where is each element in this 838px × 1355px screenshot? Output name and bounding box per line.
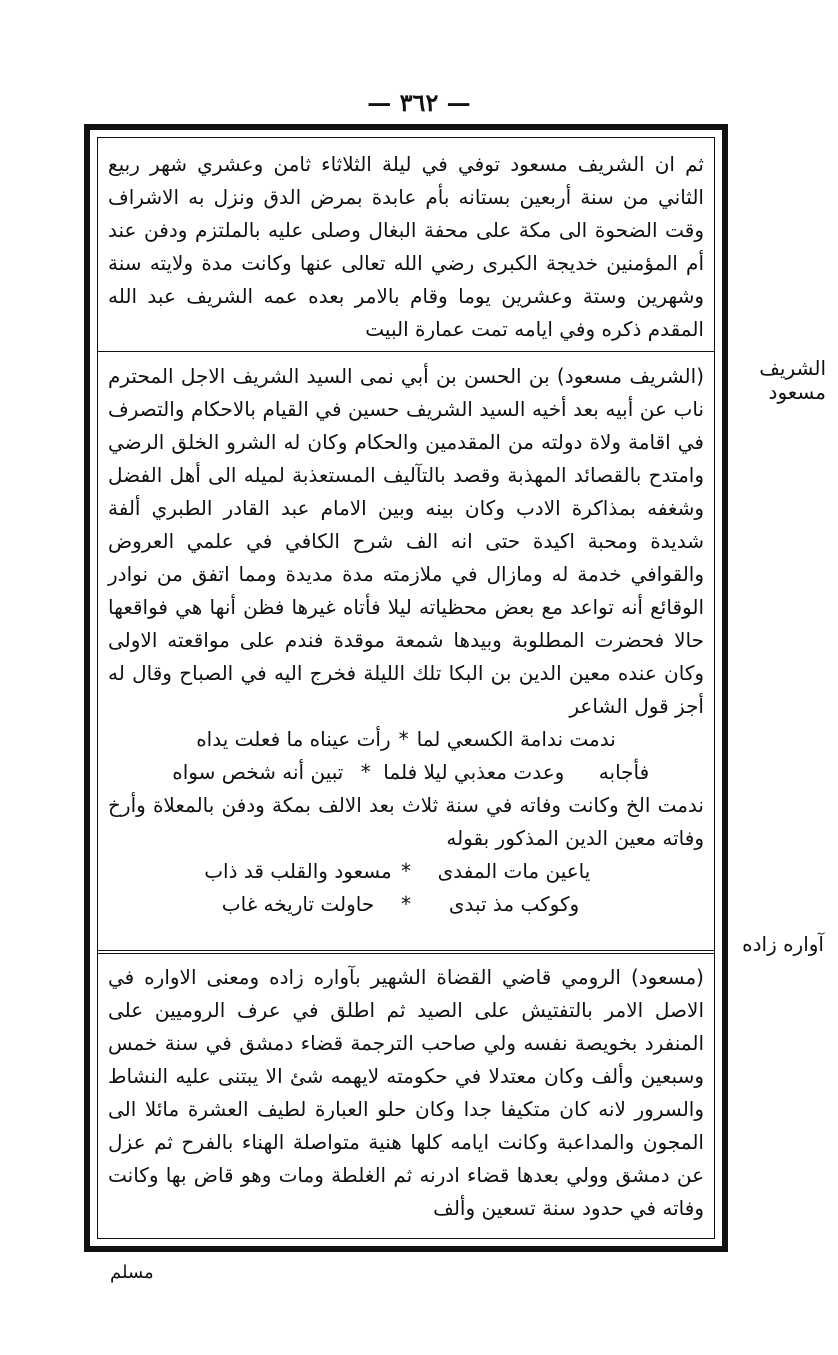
section-entry-awarazadeh (98, 961, 714, 1225)
section-divider (98, 351, 714, 352)
page-frame-inner (97, 137, 715, 1239)
verse-4 (108, 888, 704, 921)
verse-1 (108, 723, 704, 756)
page-number: — ٣٦٢ — (367, 88, 471, 117)
verse-3-first-hemistich: ياعين مات المفدى (437, 859, 591, 883)
verse-3-second-hemistich: مسعود والقلب قد ذاب (204, 859, 392, 883)
margin-heading-sharif-masud: الشريف مسعود (759, 356, 826, 404)
verse-4-first-hemistich: وكوكب مذ تبدى (448, 892, 580, 916)
section1-text: ثم ان الشريف مسعود توفي في ليلة الثلاثاء ثامن وعشري شهر ربيع الثاني من سنة أربعين بستانه بأم عابدة بمرض الدق ونزل به الاشراف وقت الضحوة الى مكة على محفة البغال وصلى عليه بالملتزم ودفن عند أم المؤمنين خديجة الكبرى رضي الله تعالى عنها وكانت مدة ولايته سنة وشهرين وستة وعشرين يوما وقام بالامر بعده عمه الشريف عبد الله المقدم ذكره وفي ايامه تمت عمارة البيت (108, 152, 704, 341)
section-entry-sharif-masud (98, 360, 714, 921)
verse-separator: * (401, 859, 411, 883)
verse-1-first-hemistich: ندمت ندامة الكسعي لما (416, 727, 616, 751)
entry-awarazadeh-text: (مسعود) الرومي قاضي القضاة الشهير بآواره زاده ومعنى الاواره في الاصل الامر بالتفتيش على الصيد ثم اطلق في عرف الروميين على المنفرد بخويصة نفسه ولي صاحب الترجمة قضاء دمشق في سنة خمس وسبعين وألف وكان معتدلا في حكومته لايهمه شئ الا يبتنى عليه النشاط والسرور لانه كان متكيفا جدا وكان حلو العبارة لطيف العشرة مائلا الى المجون والمداعبة وكانت ايامه كلها هنية متواصلة الهناء بالفرح ثم عزل عن دمشق وولي بعدها قضاء ادرنه ثم الغلطة ومات وهو قاض بها وكانت وفاته في حدود سنة تسعين وألف (108, 965, 704, 1220)
page-frame (84, 124, 728, 1252)
verse-2-second-hemistich: تبين أنه شخص سواه (172, 760, 344, 784)
verse-2 (108, 756, 704, 789)
verse-separator: * (398, 727, 409, 751)
margin-heading-awarazadeh: آواره زاده (742, 932, 824, 956)
verse-separator: * (401, 892, 411, 916)
section-end-of-previous-entry (98, 148, 714, 346)
verse-3 (108, 855, 704, 888)
verse-1-second-hemistich: رأت عيناه ما فعلت يداه (196, 727, 391, 751)
section-divider-double (98, 950, 714, 954)
entry-sharif-masud-text-2: ندمت الخ وكانت وفاته في سنة ثلاث بعد الالف بمكة ودفن بالمعلاة وأرخ وفاته معين الدين المذكور بقوله (108, 793, 704, 850)
reply-label: فأجابه (598, 760, 650, 784)
verse-4-second-hemistich: حاولت تاريخه غاب (221, 892, 375, 916)
catchword: مسلم (110, 1262, 154, 1283)
verse-separator: * (360, 760, 371, 784)
verse-2-first-hemistich: وعدت معذبي ليلا فلما (383, 760, 565, 784)
entry-sharif-masud-text: (الشريف مسعود) بن الحسن بن أبي نمى السيد الشريف الاجل المحترم ناب عن أبيه بعد أخيه السيد الشريف حسين في القيام بالاحكام والتصرف في اقامة ولاة دولته من المقدمين والحكام وكان له الشرو الخلق الرضي وامتدح بالقصائد المهذبة وقصد بالتآليف المستعذبة لميله الى أهل الفضل وشغفه بمذاكرة الادب وكان بينه وبين الامام عبد القادر الطبري ألفة شديدة ومحبة اكيدة حتى انه الف شرح الكافي في علمي العروض والقوافي خدمة له ومازال في ملازمته مدة مديدة ومما اتفق من نوادر الوقائع أنه تواعد مع بعض محظياته ليلا فأتاه غيرها فظن أنها هي فواقعها حالا فحضرت المطلوبة وبيدها شمعة موقدة فندم على مواقعته الاولى وكان عنده معين الدين بن البكا تلك الليلة فخرج اليه في الصباح وقال له أجز قول الشاعر (108, 364, 704, 718)
